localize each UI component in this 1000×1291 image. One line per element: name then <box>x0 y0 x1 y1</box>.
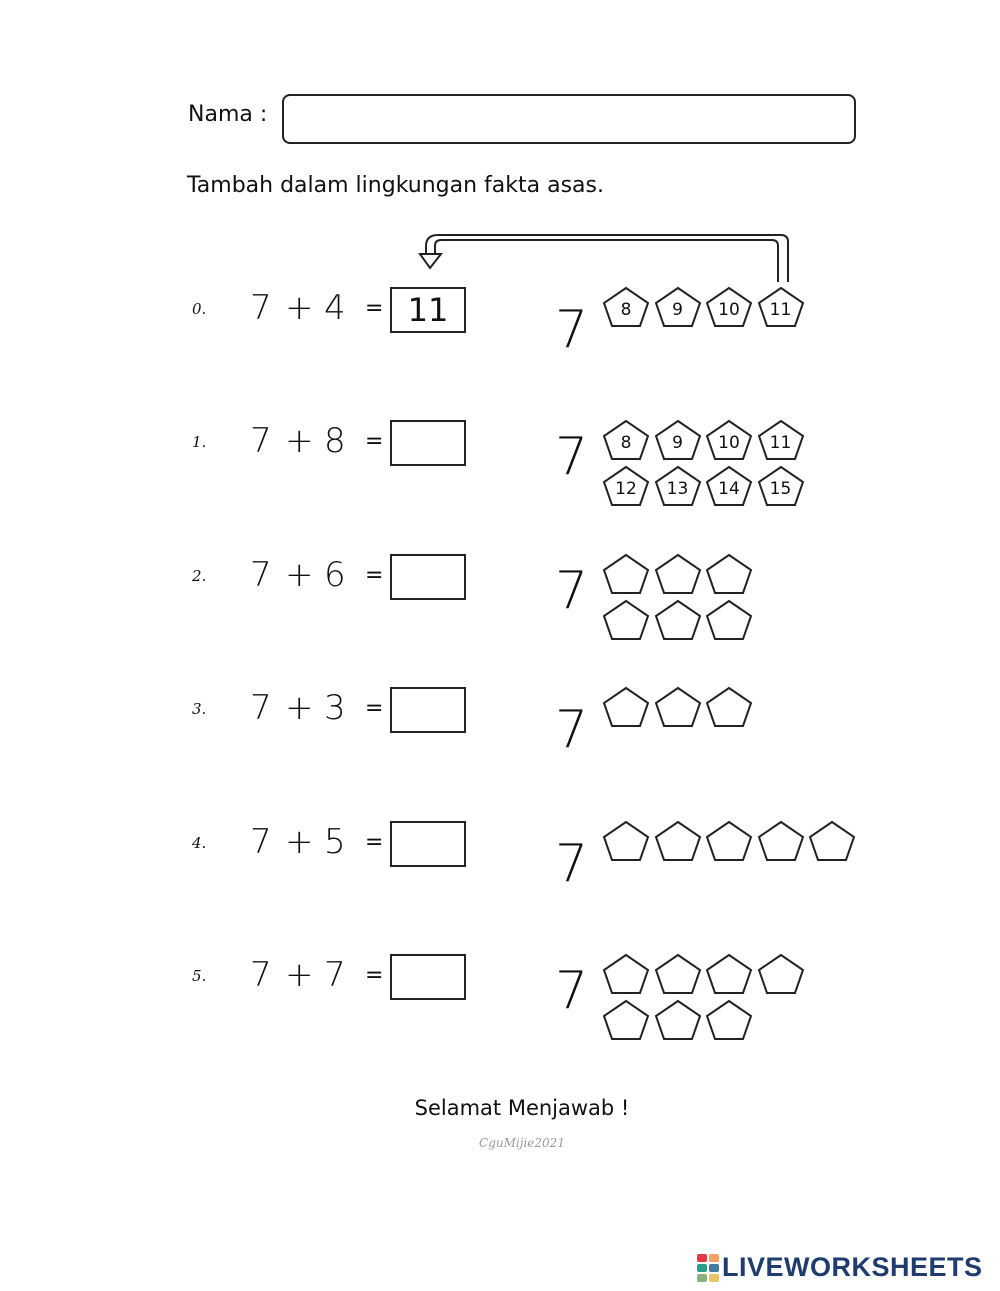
pentagon-counter-icon <box>601 953 651 995</box>
closing-message: Selamat Menjawab ! <box>414 1096 630 1120</box>
equals-sign: = <box>365 563 384 588</box>
pentagon-count-label: 11 <box>769 300 792 320</box>
answer-box[interactable] <box>390 954 466 1000</box>
answer-box[interactable]: 11 <box>390 287 466 333</box>
pentagon-counter-icon <box>704 686 754 728</box>
plus-sign: + <box>285 822 315 862</box>
question-number: 0. <box>192 300 207 318</box>
addend-b: 4 <box>324 288 347 328</box>
equals-sign: = <box>365 963 384 988</box>
counting-start-number: 7 <box>555 700 589 760</box>
pentagon-count-label: 11 <box>769 433 792 453</box>
instruction-text: Tambah dalam lingkungan fakta asas. <box>187 173 604 198</box>
pentagon-count-label: 15 <box>769 479 792 499</box>
pentagon-counter-icon <box>601 820 651 862</box>
pentagon-count-label: 12 <box>615 479 637 499</box>
pentagon-counter-icon <box>653 953 703 995</box>
pentagon-counter-icon <box>807 820 857 862</box>
addend-b: 3 <box>324 688 347 728</box>
answer-box[interactable] <box>390 687 466 733</box>
counting-start-number: 7 <box>555 561 589 621</box>
question-number: 3. <box>192 700 207 718</box>
plus-sign: + <box>285 955 315 995</box>
pentagon-count-label: 8 <box>620 433 632 453</box>
plus-sign: + <box>285 421 315 461</box>
question-number: 5. <box>192 967 207 985</box>
example-arrow-icon <box>415 232 795 284</box>
addend-a: 7 <box>250 955 273 995</box>
author-credit: CguMijie2021 <box>479 1136 565 1150</box>
addend-b: 7 <box>324 955 347 995</box>
counting-start-number: 7 <box>555 834 589 894</box>
counting-start-number: 7 <box>555 961 589 1021</box>
addend-a: 7 <box>250 822 273 862</box>
name-label: Nama : <box>188 102 268 127</box>
addend-b: 8 <box>324 421 347 461</box>
question-number: 1. <box>192 433 207 451</box>
name-input[interactable] <box>282 94 856 144</box>
counting-start-number: 7 <box>555 427 589 487</box>
answer-box[interactable] <box>390 420 466 466</box>
plus-sign: + <box>285 288 315 328</box>
equals-sign: = <box>365 296 384 321</box>
pentagon-counter-icon <box>653 686 703 728</box>
pentagon-counter-icon <box>601 686 651 728</box>
pentagon-counter-icon <box>653 599 703 641</box>
addend-a: 7 <box>250 555 273 595</box>
pentagon-count-label: 8 <box>620 300 632 320</box>
pentagon-counter-icon <box>704 953 754 995</box>
pentagon-counter-icon <box>756 953 806 995</box>
pentagon-count-label: 10 <box>718 300 740 320</box>
equals-sign: = <box>365 830 384 855</box>
pentagon-count-label: 9 <box>672 300 683 320</box>
answer-box[interactable] <box>390 821 466 867</box>
addend-a: 7 <box>250 421 273 461</box>
pentagon-counter-icon <box>601 553 651 595</box>
addend-a: 7 <box>250 688 273 728</box>
pentagon-counter-icon <box>653 553 703 595</box>
pentagon-count-label: 9 <box>672 433 683 453</box>
pentagon-count-label: 14 <box>718 479 740 499</box>
pentagon-counter-icon <box>704 599 754 641</box>
pentagon-counter-icon <box>601 999 651 1041</box>
liveworksheets-logo-icon <box>697 1254 719 1282</box>
addend-a: 7 <box>250 288 273 328</box>
pentagon-counter-icon <box>704 820 754 862</box>
pentagon-counter-icon <box>704 999 754 1041</box>
question-number: 2. <box>192 567 207 585</box>
addend-b: 6 <box>324 555 347 595</box>
equals-sign: = <box>365 696 384 721</box>
answer-box[interactable] <box>390 554 466 600</box>
question-number: 4. <box>192 834 207 852</box>
pentagon-counter-icon <box>653 999 703 1041</box>
pentagon-counter-icon <box>756 820 806 862</box>
pentagon-counter-icon <box>601 599 651 641</box>
addend-b: 5 <box>324 822 347 862</box>
equals-sign: = <box>365 429 384 454</box>
plus-sign: + <box>285 688 315 728</box>
pentagon-count-label: 10 <box>718 433 740 453</box>
brand-name: LIVEWORKSHEETS <box>722 1252 983 1282</box>
pentagon-counter-icon <box>653 820 703 862</box>
pentagon-counter-icon <box>704 553 754 595</box>
plus-sign: + <box>285 555 315 595</box>
counting-start-number: 7 <box>555 300 589 360</box>
pentagon-count-label: 13 <box>666 479 689 499</box>
